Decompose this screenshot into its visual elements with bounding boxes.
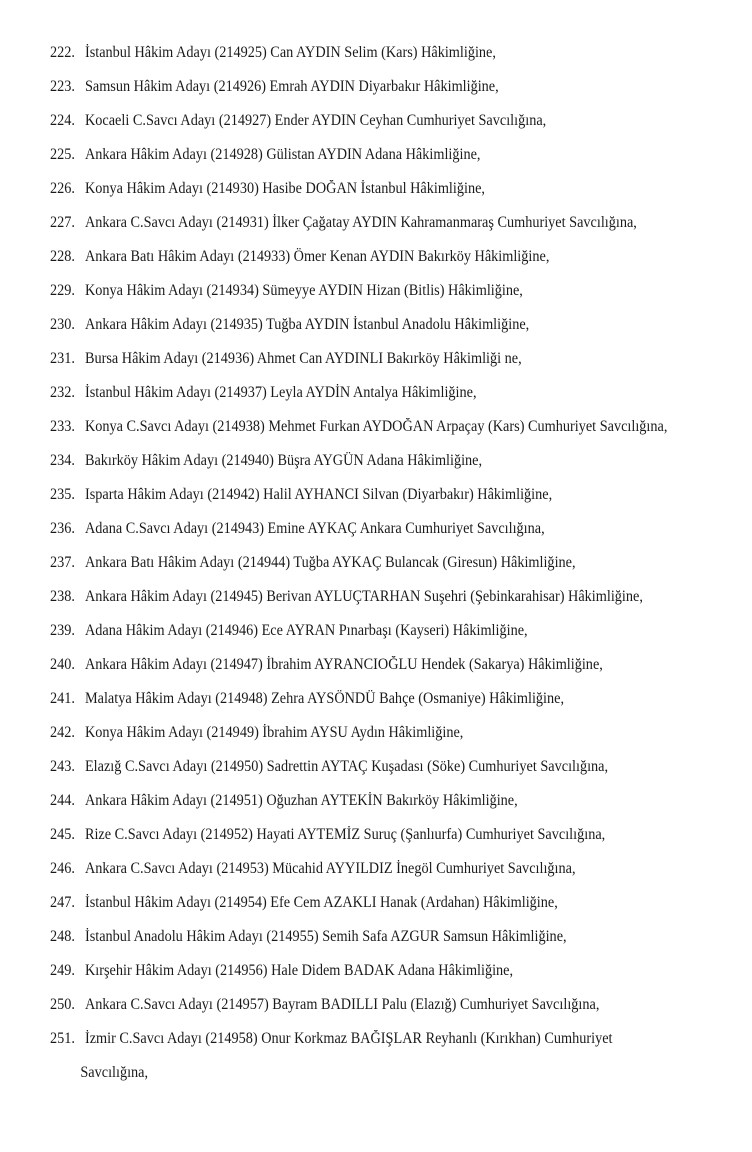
- item-number: 243.: [50, 758, 75, 775]
- list-item: [50, 380, 685, 414]
- list-item: [50, 584, 685, 618]
- item-text: Ankara Batı Hâkim Adayı (214933) Ömer Kenan AYDIN Bakırköy Hâkimliğine,: [84, 248, 550, 265]
- item-number: 251.: [50, 1030, 75, 1047]
- item-number: 232.: [50, 384, 75, 401]
- item-text: Ankara Hâkim Adayı (214935) Tuğba AYDIN İstanbul Anadolu Hâkimliğine,: [84, 316, 530, 333]
- item-number: 237.: [50, 554, 75, 571]
- list-item: [50, 40, 685, 74]
- item-number: 242.: [50, 724, 75, 741]
- item-text: Bursa Hâkim Adayı (214936) Ahmet Can AYDINLI Bakırköy Hâkimliği ne,: [84, 350, 522, 367]
- item-text: Ankara Hâkim Adayı (214947) İbrahim AYRANCIOĞLU Hendek (Sakarya) Hâkimliğine,: [84, 656, 603, 673]
- list-item: [50, 312, 685, 346]
- list-item: [50, 1026, 685, 1086]
- item-number: 250.: [50, 996, 75, 1013]
- item-number: 226.: [50, 180, 75, 197]
- item-number: 248.: [50, 928, 75, 945]
- item-text: Konya C.Savcı Adayı (214938) Mehmet Furkan AYDOĞAN Arpaçay (Kars) Cumhuriyet Savcılığına,: [84, 418, 668, 435]
- item-number: 229.: [50, 282, 75, 299]
- item-text: Ankara Hâkim Adayı (214945) Berivan AYLUÇTARHAN Suşehri (Şebinkarahisar) Hâkimliğine,: [84, 588, 643, 605]
- item-text: Elazığ C.Savcı Adayı (214950) Sadrettin AYTAÇ Kuşadası (Söke) Cumhuriyet Savcılığına,: [84, 758, 609, 775]
- item-text: Adana Hâkim Adayı (214946) Ece AYRAN Pınarbaşı (Kayseri) Hâkimliğine,: [84, 622, 528, 639]
- list-item: [50, 788, 685, 822]
- item-text: Ankara Batı Hâkim Adayı (214944) Tuğba AYKAÇ Bulancak (Giresun) Hâkimliğine,: [84, 554, 576, 571]
- list-item: [50, 516, 685, 550]
- list-item: [50, 244, 685, 278]
- list-item: [50, 210, 685, 244]
- item-text: İstanbul Hâkim Adayı (214954) Efe Cem AZAKLI Hanak (Ardahan) Hâkimliğine,: [84, 894, 558, 911]
- item-number: 234.: [50, 452, 75, 469]
- item-number: 247.: [50, 894, 75, 911]
- item-number: 224.: [50, 112, 75, 129]
- item-text: Ankara Hâkim Adayı (214928) Gülistan AYDIN Adana Hâkimliğine,: [84, 146, 481, 163]
- list-item: [50, 550, 685, 584]
- list-item: [50, 924, 685, 958]
- item-text: Isparta Hâkim Adayı (214942) Halil AYHANCI Silvan (Diyarbakır) Hâkimliğine,: [84, 486, 553, 503]
- item-number: 240.: [50, 656, 75, 673]
- list-item: [50, 482, 685, 516]
- item-number: 249.: [50, 962, 75, 979]
- item-text: Kırşehir Hâkim Adayı (214956) Hale Didem BADAK Adana Hâkimliğine,: [84, 962, 514, 979]
- item-text: Konya Hâkim Adayı (214930) Hasibe DOĞAN İstanbul Hâkimliğine,: [84, 180, 485, 197]
- item-text: Konya Hâkim Adayı (214934) Sümeyye AYDIN Hizan (Bitlis) Hâkimliğine,: [84, 282, 523, 299]
- item-text: İzmir C.Savcı Adayı (214958) Onur Korkmaz BAĞIŞLAR Reyhanlı (Kırıkhan) Cumhuriyet: [84, 1030, 613, 1047]
- list-item: [50, 414, 685, 448]
- item-text-continuation: Savcılığına,: [80, 1064, 149, 1081]
- item-number: 222.: [50, 44, 75, 61]
- item-number: 225.: [50, 146, 75, 163]
- item-number: 227.: [50, 214, 75, 231]
- item-text: İstanbul Hâkim Adayı (214937) Leyla AYDİN Antalya Hâkimliğine,: [84, 384, 477, 401]
- item-number: 230.: [50, 316, 75, 333]
- list-item: [50, 890, 685, 924]
- list-item: [50, 992, 685, 1026]
- item-text: Ankara C.Savcı Adayı (214931) İlker Çağatay AYDIN Kahramanmaraş Cumhuriyet Savcılığına,: [84, 214, 637, 231]
- item-text: Kocaeli C.Savcı Adayı (214927) Ender AYDIN Ceyhan Cumhuriyet Savcılığına,: [84, 112, 547, 129]
- item-text: Samsun Hâkim Adayı (214926) Emrah AYDIN Diyarbakır Hâkimliğine,: [84, 78, 499, 95]
- list-item: [50, 346, 685, 380]
- item-number: 238.: [50, 588, 75, 605]
- item-text: Rize C.Savcı Adayı (214952) Hayati AYTEMİZ Suruç (Şanlıurfa) Cumhuriyet Savcılığına,: [84, 826, 606, 843]
- list-item: [50, 686, 685, 720]
- item-text: Konya Hâkim Adayı (214949) İbrahim AYSU Aydın Hâkimliğine,: [84, 724, 464, 741]
- list-item: [50, 618, 685, 652]
- item-text: Bakırköy Hâkim Adayı (214940) Büşra AYGÜN Adana Hâkimliğine,: [84, 452, 483, 469]
- item-number: 235.: [50, 486, 75, 503]
- list-item: [50, 822, 685, 856]
- item-number: 239.: [50, 622, 75, 639]
- item-number: 223.: [50, 78, 75, 95]
- item-text: Adana C.Savcı Adayı (214943) Emine AYKAÇ Ankara Cumhuriyet Savcılığına,: [84, 520, 545, 537]
- item-number: 246.: [50, 860, 75, 877]
- list-item: [50, 856, 685, 890]
- appointment-list: [50, 40, 740, 1086]
- item-text: Malatya Hâkim Adayı (214948) Zehra AYSÖNDÜ Bahçe (Osmaniye) Hâkimliğine,: [84, 690, 565, 707]
- list-item: [50, 142, 685, 176]
- item-text: Ankara C.Savcı Adayı (214957) Bayram BADILLI Palu (Elazığ) Cumhuriyet Savcılığına,: [84, 996, 600, 1013]
- item-number: 245.: [50, 826, 75, 843]
- list-item: [50, 278, 685, 312]
- item-text: Ankara C.Savcı Adayı (214953) Mücahid AYYILDIZ İnegöl Cumhuriyet Savcılığına,: [84, 860, 576, 877]
- item-number: 233.: [50, 418, 75, 435]
- item-number: 244.: [50, 792, 75, 809]
- item-text: Ankara Hâkim Adayı (214951) Oğuzhan AYTEKİN Bakırköy Hâkimliğine,: [84, 792, 518, 809]
- item-number: 241.: [50, 690, 75, 707]
- list-item: [50, 652, 685, 686]
- list-item: [50, 720, 685, 754]
- list-item: [50, 754, 685, 788]
- item-number: 231.: [50, 350, 75, 367]
- item-text: İstanbul Anadolu Hâkim Adayı (214955) Semih Safa AZGUR Samsun Hâkimliğine,: [84, 928, 567, 945]
- item-text: İstanbul Hâkim Adayı (214925) Can AYDIN Selim (Kars) Hâkimliğine,: [84, 44, 496, 61]
- item-number: 228.: [50, 248, 75, 265]
- list-item: [50, 958, 685, 992]
- list-item: [50, 74, 685, 108]
- list-item: [50, 108, 685, 142]
- item-number: 236.: [50, 520, 75, 537]
- list-item: [50, 448, 685, 482]
- list-item: [50, 176, 685, 210]
